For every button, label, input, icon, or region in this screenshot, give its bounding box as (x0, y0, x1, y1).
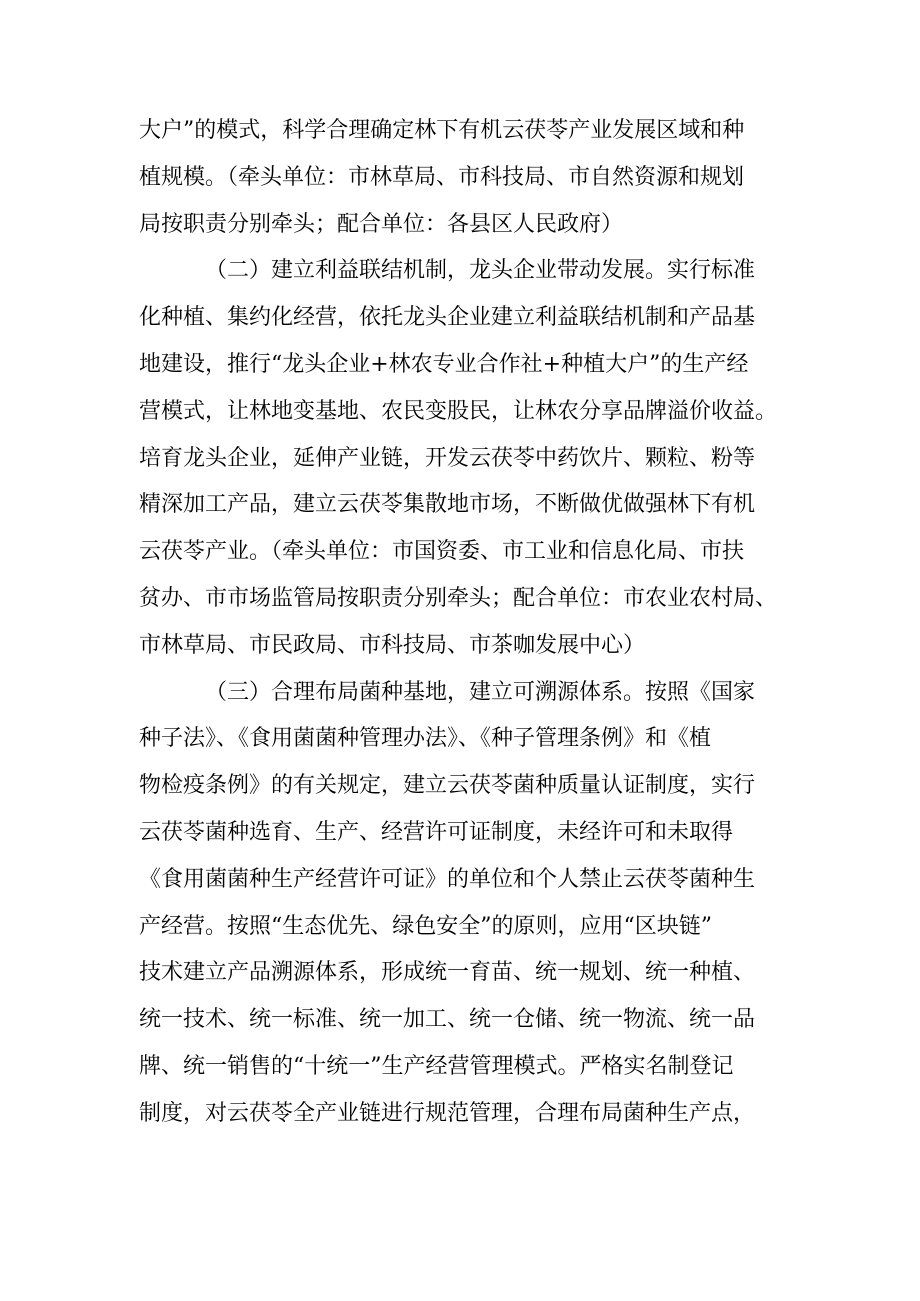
text-line-15: 物检疫条例》的有关规定，建立云茯苓菌种质量认证制度，实行 (139, 773, 756, 799)
text-line-17: 《食用菌菌种生产经营许可证》的单位和个人禁止云茯苓菌种生 (139, 866, 756, 892)
text-line-7: 营模式，让林地变基地、农民变股民，让林农分享品牌溢价收益。 (139, 398, 778, 424)
text-line-16: 云茯苓菌种选育、生产、经营许可证制度，未经许可和未取得 (139, 819, 734, 845)
text-line-18: 产经营。按照“生态优先、绿色安全”的原则，应用“区块链” (139, 913, 712, 939)
text-line-22: 制度，对云茯苓全产业链进行规范管理，合理布局菌种生产点， (139, 1100, 756, 1126)
text-line-5: 化种植、集约化经营，依托龙头企业建立利益联结机制和产品基 (139, 305, 756, 331)
text-line-3: 局按职责分别牵头；配合单位：各县区人民政府） (139, 211, 624, 237)
section-heading-2: （二）建立利益联结机制，龙头企业带动发展。实行标准 (205, 258, 756, 284)
text-line-21: 牌、统一销售的“十统一”生产经营管理模式。严格实名制登记 (139, 1053, 734, 1079)
text-line-2: 植规模。（牵头单位：市林草局、市科技局、市自然资源和规划 (139, 164, 745, 190)
text-line-11: 贫办、市市场监管局按职责分别牵头；配合单位：市农业农村局、 (139, 585, 778, 611)
text-line-1: 大户”的模式，科学合理确定林下有机云茯苓产业发展区域和种 (139, 118, 745, 143)
section-heading-3: （三）合理布局菌种基地，建立可溯源体系。按照《国家 (205, 679, 756, 705)
text-line-8: 培育龙头企业，延伸产业链，开发云茯苓中药饮片、颗粒、粉等 (139, 445, 756, 471)
text-line-10: 云茯苓产业。（牵头单位：市国资委、市工业和信息化局、市扶 (139, 539, 745, 565)
text-line-20: 统一技术、统一标准、统一加工、统一仓储、统一物流、统一品 (139, 1007, 756, 1033)
text-line-19: 技术建立产品溯源体系，形成统一育苗、统一规划、统一种植、 (139, 960, 756, 986)
body-text (139, 108, 799, 1138)
text-line-14: 种子法》、《食用菌菌种管理办法》、《种子管理条例》和《植 (139, 726, 712, 752)
text-line-6: 地建设，推行“龙头企业+林农专业合作社+种植大户”的生产经 (139, 351, 749, 377)
text-line-9: 精深加工产品，建立云茯苓集散地市场，不断做优做强林下有机 (139, 492, 756, 518)
text-line-12: 市林草局、市民政局、市科技局、市茶咖发展中心） (139, 632, 646, 658)
